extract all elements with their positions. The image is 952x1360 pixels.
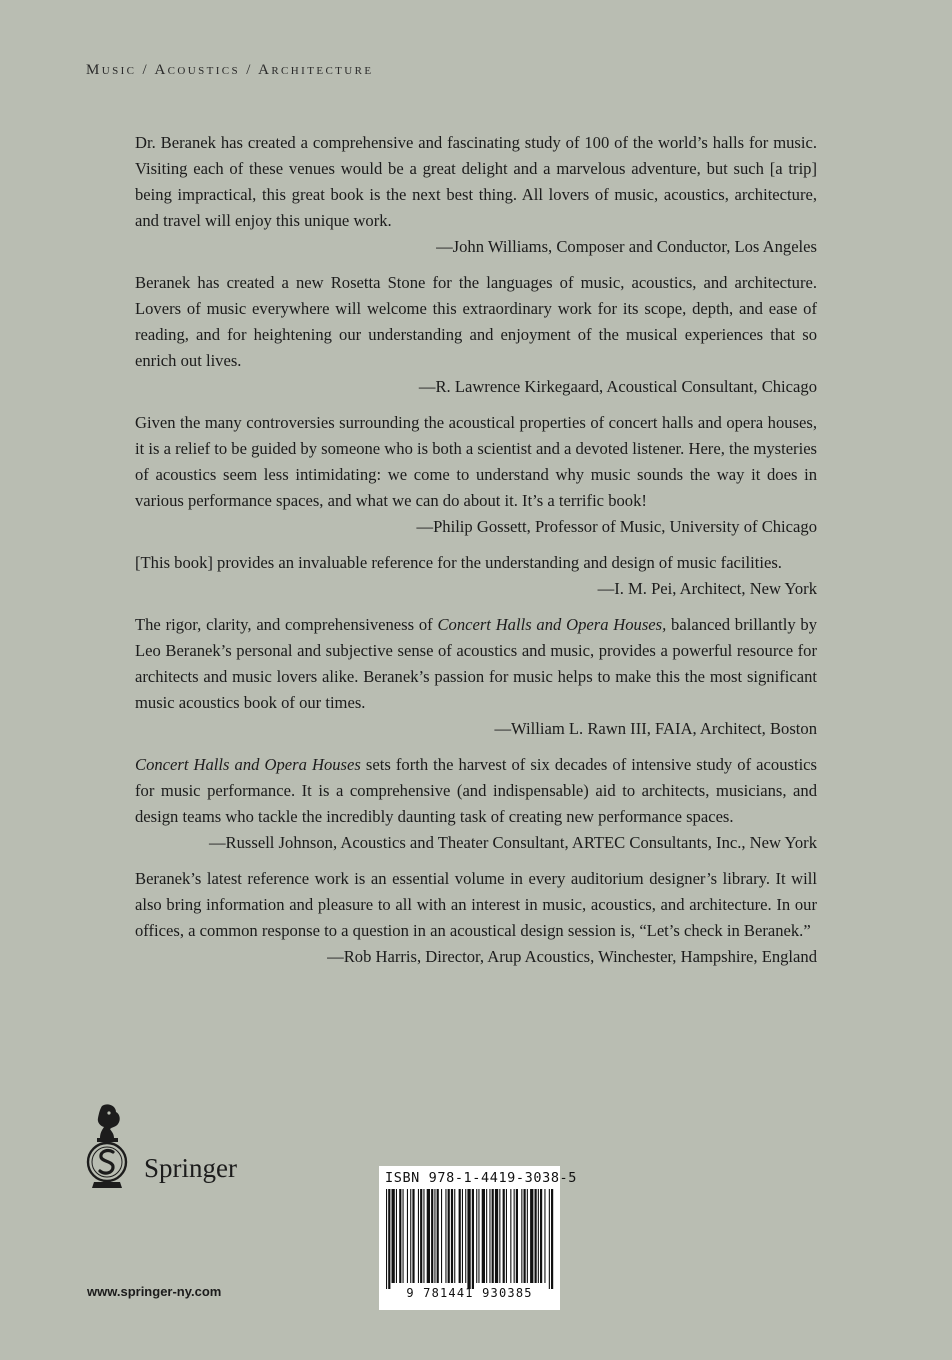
quote-attribution: —R. Lawrence Kirkegaard, Acoustical Consultant, Chicago bbox=[418, 377, 817, 396]
barcode-bar bbox=[506, 1189, 507, 1283]
endorsement bbox=[135, 612, 817, 742]
barcode-bar bbox=[386, 1189, 387, 1289]
barcode-bar bbox=[445, 1189, 446, 1283]
barcode-bar bbox=[437, 1189, 439, 1283]
barcode-bar bbox=[431, 1189, 433, 1283]
quote-attribution: —John Williams, Composer and Conductor, Los Angeles bbox=[436, 237, 817, 256]
barcode-bar bbox=[489, 1189, 490, 1283]
quote-attribution: —Rob Harris, Director, Arup Acoustics, Winchester, Hampshire, England bbox=[327, 947, 817, 966]
quote-text bbox=[135, 752, 817, 830]
barcode-bar bbox=[524, 1189, 526, 1283]
barcode-bar bbox=[418, 1189, 419, 1283]
quote-text: Given the many controversies surrounding the acoustical properties of concert halls and opera houses, it is a relief to be guided by someone who is both a scientist and a devoted listener. Here, the mysteries of acoustics seem less intimidating: we come to understand why music sounds the way it does in various performance spaces, and what we can do about it. It’s a terrific book! bbox=[135, 413, 818, 510]
barcode-bar bbox=[465, 1189, 466, 1283]
barcode-bar bbox=[399, 1189, 401, 1283]
barcode-bars bbox=[384, 1189, 555, 1289]
quote-attribution: —I. M. Pei, Architect, New York bbox=[597, 579, 817, 598]
knight-chess-piece-icon bbox=[82, 1100, 134, 1192]
barcode-bar bbox=[448, 1189, 450, 1283]
barcode-bar bbox=[540, 1189, 542, 1283]
barcode-bar bbox=[492, 1189, 494, 1283]
barcode-bar bbox=[478, 1189, 479, 1283]
barcode-bar bbox=[420, 1189, 422, 1283]
barcode-bar bbox=[388, 1189, 390, 1289]
barcode-bar bbox=[427, 1189, 430, 1283]
barcode-bar bbox=[403, 1189, 404, 1283]
endorsement bbox=[135, 130, 817, 260]
book-title: Concert Halls and Opera Houses, bbox=[437, 615, 667, 634]
barcode-bar bbox=[535, 1189, 537, 1283]
quote-text bbox=[135, 612, 817, 716]
barcode-bar bbox=[434, 1189, 435, 1283]
barcode-bar bbox=[451, 1189, 453, 1283]
barcode-bar bbox=[472, 1189, 474, 1289]
barcode-bar bbox=[503, 1189, 505, 1283]
barcode-number: 9 781441 930385 bbox=[406, 1286, 533, 1300]
barcode-bar bbox=[510, 1189, 511, 1283]
quote-text: Beranek’s latest reference work is an essential volume in every auditorium designer’s library. It will also bring information and pleasure to all with an interest in music, acoustics, and architecture. In our offices, a common response to a question in an acoustical design session is, “Let’s check in Beranek.” bbox=[135, 869, 817, 940]
quote-text: [This book] provides an invaluable reference for the understanding and design of music facilities. bbox=[135, 553, 782, 572]
quote-text-part: sets forth the harvest of six decades of intensive study of acoustics for music performance. It is a comprehensive (and indispensable) aid to architects, musicians, and design teams who tackle the incredibly daunting task of creating new performance spaces. bbox=[135, 755, 818, 826]
barcode-bar bbox=[495, 1189, 498, 1283]
barcode-bar bbox=[454, 1189, 455, 1283]
barcode-bar bbox=[516, 1189, 518, 1283]
barcode-bar bbox=[514, 1189, 515, 1283]
endorsements bbox=[135, 130, 817, 980]
barcode-bar bbox=[396, 1189, 397, 1283]
barcode-bar bbox=[551, 1189, 553, 1289]
quote-text: Dr. Beranek has created a comprehensive and fascinating study of 100 of the world’s halls for music. Visiting each of these venues would be a great delight and a marvelous adventure, but such [a trip] being impractical, this great book is the next best thing. All lovers of music, acoustics, architecture, and travel will enjoy this unique work. bbox=[135, 133, 817, 230]
publisher-url[interactable]: www.springer-ny.com bbox=[87, 1284, 222, 1299]
category-header: Music / Acoustics / Architecture bbox=[86, 62, 374, 78]
isbn-barcode bbox=[379, 1166, 578, 1310]
publisher-name: Springer bbox=[144, 1153, 237, 1183]
barcode-bar bbox=[482, 1189, 485, 1283]
quote-attribution: —Philip Gossett, Professor of Music, University of Chicago bbox=[416, 517, 817, 536]
barcode-bar bbox=[441, 1189, 442, 1283]
endorsement bbox=[135, 550, 817, 602]
quote-text-part: The rigor, clarity, and comprehensiveness of bbox=[135, 615, 438, 634]
barcode-bar bbox=[499, 1189, 500, 1283]
barcode-bar bbox=[423, 1189, 424, 1283]
barcode-bar bbox=[544, 1189, 545, 1283]
barcode-bar bbox=[410, 1189, 411, 1283]
barcode-bar bbox=[392, 1189, 395, 1283]
barcode-bar bbox=[412, 1189, 414, 1283]
quote-text: Beranek has created a new Rosetta Stone for the languages of music, acoustics, and architecture. Lovers of music everywhere will welcome this extraordinary work for its scope, depth, and ease of reading, and for heightening our understanding and enjoyment of the musical experiences that so enrich out lives. bbox=[135, 273, 817, 370]
endorsement bbox=[135, 752, 817, 856]
quote-attribution: —Russell Johnson, Acoustics and Theater Consultant, ARTEC Consultants, Inc., New York bbox=[208, 833, 817, 852]
barcode-bar bbox=[407, 1189, 408, 1283]
barcode-bar bbox=[486, 1189, 487, 1283]
publisher-logo bbox=[82, 1100, 237, 1192]
barcode-bar bbox=[462, 1189, 463, 1283]
quote-text-part: balanced brillantly by Leo Beranek’s personal and subjective sense of acoustics and music, provides a powerful resource for architects and music lovers alike. Beranek’s passion for music helps to make this the most significant music acoustics book of our times. bbox=[135, 615, 817, 712]
barcode-bar bbox=[549, 1189, 550, 1289]
barcode-bar bbox=[467, 1189, 470, 1289]
barcode-bar bbox=[476, 1189, 477, 1283]
endorsement bbox=[135, 270, 817, 400]
barcode-bar bbox=[538, 1189, 539, 1283]
barcode-bar bbox=[521, 1189, 522, 1283]
endorsement bbox=[135, 866, 817, 970]
quote-attribution: —William L. Rawn III, FAIA, Architect, Boston bbox=[494, 719, 817, 738]
barcode-bar bbox=[527, 1189, 528, 1283]
book-title: Concert Halls and Opera Houses bbox=[135, 755, 361, 774]
isbn-label: ISBN 978-1-4419-3038-5 bbox=[385, 1170, 578, 1186]
barcode-bar bbox=[530, 1189, 533, 1283]
endorsement bbox=[135, 410, 817, 540]
barcode-bar bbox=[459, 1189, 461, 1283]
